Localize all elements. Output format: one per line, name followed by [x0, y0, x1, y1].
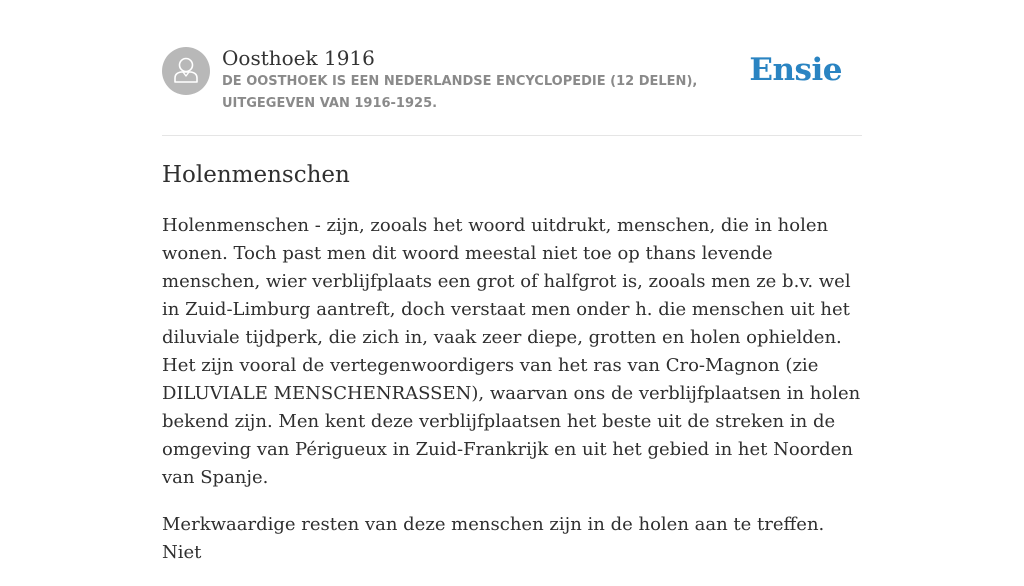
source-avatar[interactable] — [162, 47, 210, 95]
article-paragraph: Merkwaardige resten van deze menschen zijn in de holen aan te treffen. Niet — [162, 514, 825, 563]
article-title: Holenmenschen — [162, 162, 350, 188]
source-name[interactable]: Oosthoek 1916 — [222, 46, 375, 70]
source-header — [162, 0, 862, 136]
user-silhouette-icon — [162, 47, 210, 95]
source-description: DE OOSTHOEK IS EEN NEDERLANDSE ENCYCLOPEDIE (12 DELEN), UITGEGEVEN VAN 1916-1925. — [222, 74, 698, 111]
article-paragraph: Holenmenschen - zijn, zooals het woord uitdrukt, menschen, die in holen wonen. Toch past men dit woord meestal niet toe op thans levende menschen, wier verblijfplaats een grot of halfgrot is, zooals men ze b.v. wel in Zuid-Limburg aantreft, doch verstaat men onder h. die menschen uit het diluviale tijdperk, die zich in, vaak zeer diepe, grotten en holen ophielden. Het zijn vooral de vertegenwoordigers van het ras van Cro-Magnon (zie DILUVIALE MENSCHENRASSEN), waarvan ons de verblijfplaatsen in holen bekend zijn. Men kent deze verblijfplaatsen het beste uit de streken in de omgeving van Périgueux in Zuid-Frankrijk en uit het gebied in het Noorden van Spanje. — [162, 215, 861, 488]
brand-logo[interactable]: Ensie — [749, 52, 842, 88]
content-column — [162, 0, 862, 563]
article-body — [162, 212, 862, 586]
